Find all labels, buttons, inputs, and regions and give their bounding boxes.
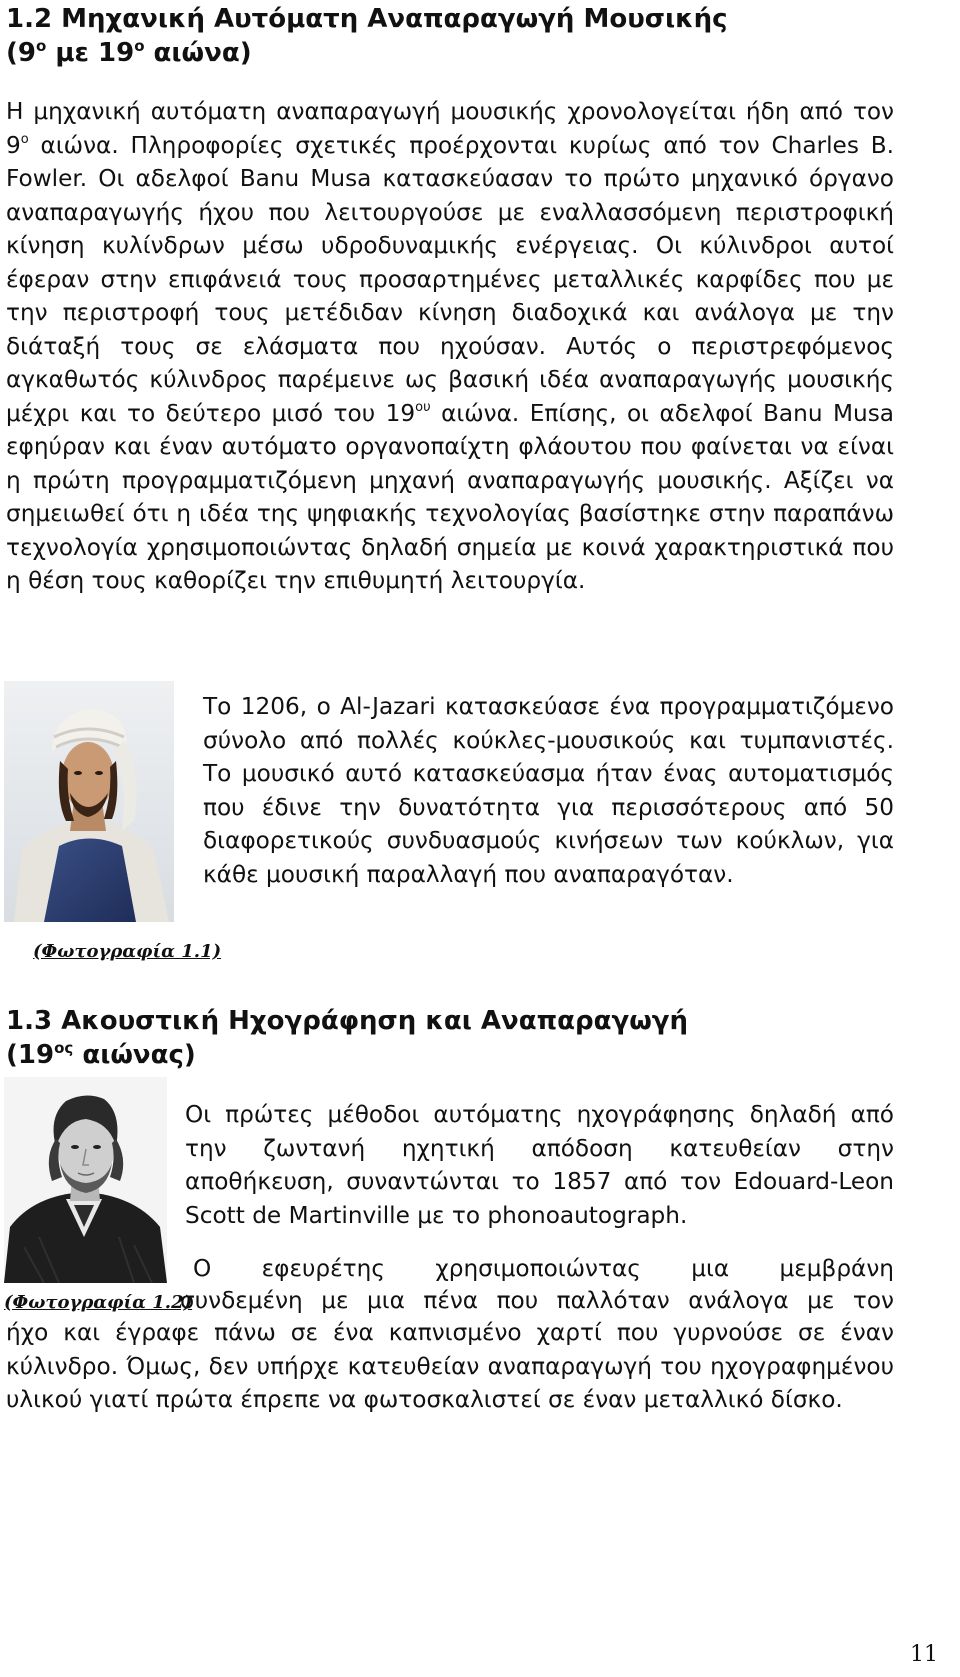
scott-paragraph-2-rest: ήχο και έγραφε πάνω σε ένα καπνισμένο χαρτί που γυρνούσε σε έναν κύλινδρο. Όμως, δεν υπήρχε κατευθείαν αναπαραγωγή του ηχογραφημένου υλικού γιατί πρώτα έπρεπε να φωτοσκαλιστεί σε έναν μεταλλικό δίσκο. [6, 1319, 894, 1413]
scott-paragraph-2-line1: Ο εφευρέτης χρησιμοποιώντας μια μεμβράνη [193, 1255, 894, 1282]
section-1-3-title-line2 [6, 1038, 688, 1072]
section-1-2-heading [6, 2, 728, 70]
superscript: ος [54, 1039, 74, 1057]
section-1-2-title-line2 [6, 36, 728, 70]
title-text: αιώνας) [73, 1040, 196, 1070]
title-text: αιώνα) [144, 38, 252, 68]
title-text: με 19 [46, 38, 135, 68]
section-1-2-paragraph [6, 95, 894, 598]
photo-1-2-caption: (Φωτογραφία 1.2) [4, 1292, 193, 1313]
superscript: ο [20, 131, 29, 147]
scott-de-martinville-portrait [4, 1077, 167, 1283]
paragraph-text: Η μηχανική αυτόματη αναπαραγωγή μουσικής χρονολογείται ήδη από τον 9 [6, 98, 894, 159]
superscript: ο [134, 37, 145, 55]
superscript: ου [415, 399, 431, 415]
title-text: (19 [6, 1040, 55, 1070]
scott-paragraph-2-line2: συνδεμένη με μια πένα που παλλόταν ανάλογα με τον [180, 1287, 894, 1314]
section-1-2-title-line1: 1.2 Μηχανική Αυτόματη Αναπαραγωγή Μουσικής [6, 4, 728, 34]
scott-paragraph-1: Οι πρώτες μέθοδοι αυτόματης ηχογράφησης δηλαδή από την ζωντανή ηχητική απόδοση κατευθείαν στην αποθήκευση, συναντώνται το 1857 από τον Edouard-Leon Scott de Martinville με το phonoautograph. [185, 1101, 894, 1229]
section-1-3-heading [6, 1004, 688, 1072]
paragraph-text: αιώνα. Επίσης, οι αδελφοί Banu Musa εφηύραν και έναν αυτόματο οργανοπαίχτη φλάουτου που φαίνεται να είναι η πρώτη προγραμματιζόμενη μηχανή αναπαραγωγής μουσικής. Αξίζει να σημειωθεί ότι η ιδέα της ψηφιακής τεχνολογίας βασίστηκε στην παραπάνω τεχνολογία χρησιμοποιώντας δηλαδή σημεία με κοινά χαρακτηριστικά που η θέση τους καθορίζει την επιθυμητή λειτουργία. [6, 399, 894, 594]
photo-1-1-caption: (Φωτογραφία 1.1) [33, 941, 222, 962]
paragraph-text: αιώνα. Πληροφορίες σχετικές προέρχονται κυρίως από τον Charles B. Fowler. Οι αδελφοί Banu Musa κατασκεύασαν το πρώτο μηχανικό όργανο αναπαραγωγής ήχου που λειτουργούσε με εναλλασσόμενη περιστροφική κίνηση κυλίνδρων μέσω υδροδυναμικής ενέργειας. Οι κύλινδροι αυτοί έφεραν στην επιφάνειά τους προσαρτημένες μεταλλικές καρφίδες που με την περιστροφή τους μετέδιδαν κίνηση διαδοχικά και ανάλογα με την διάταξή τους σε ελάσματα που ηχούσαν. Αυτός ο περιστρεφόμενος αγκαθωτός κύλινδρος παρέμεινε ως βασική ιδέα αναπαραγωγής μουσικής μέχρι και το δεύτερο μισό του 19 [6, 131, 894, 427]
page-number: 11 [910, 1642, 938, 1667]
al-jazari-portrait [4, 681, 174, 922]
superscript: ο [35, 37, 47, 55]
section-1-3-title-line1: 1.3 Ακουστική Ηχογράφηση και Αναπαραγωγή [6, 1006, 689, 1036]
al-jazari-paragraph: Το 1206, ο Al-Jazari κατασκεύασε ένα προγραμματιζόμενο σύνολο από πολλές κούκλες-μουσικούς και τυμπανιστές. Το μουσικό αυτό κατασκεύασμα ήταν ένας αυτοματισμός που έδινε την δυνατότητα για περισσότερους από 50 διαφορετικούς συνδυασμούς κινήσεων των κούκλων, για κάθε μουσική παραλλαγή που αναπαραγόταν. [203, 693, 894, 888]
title-text: (9 [6, 38, 36, 68]
